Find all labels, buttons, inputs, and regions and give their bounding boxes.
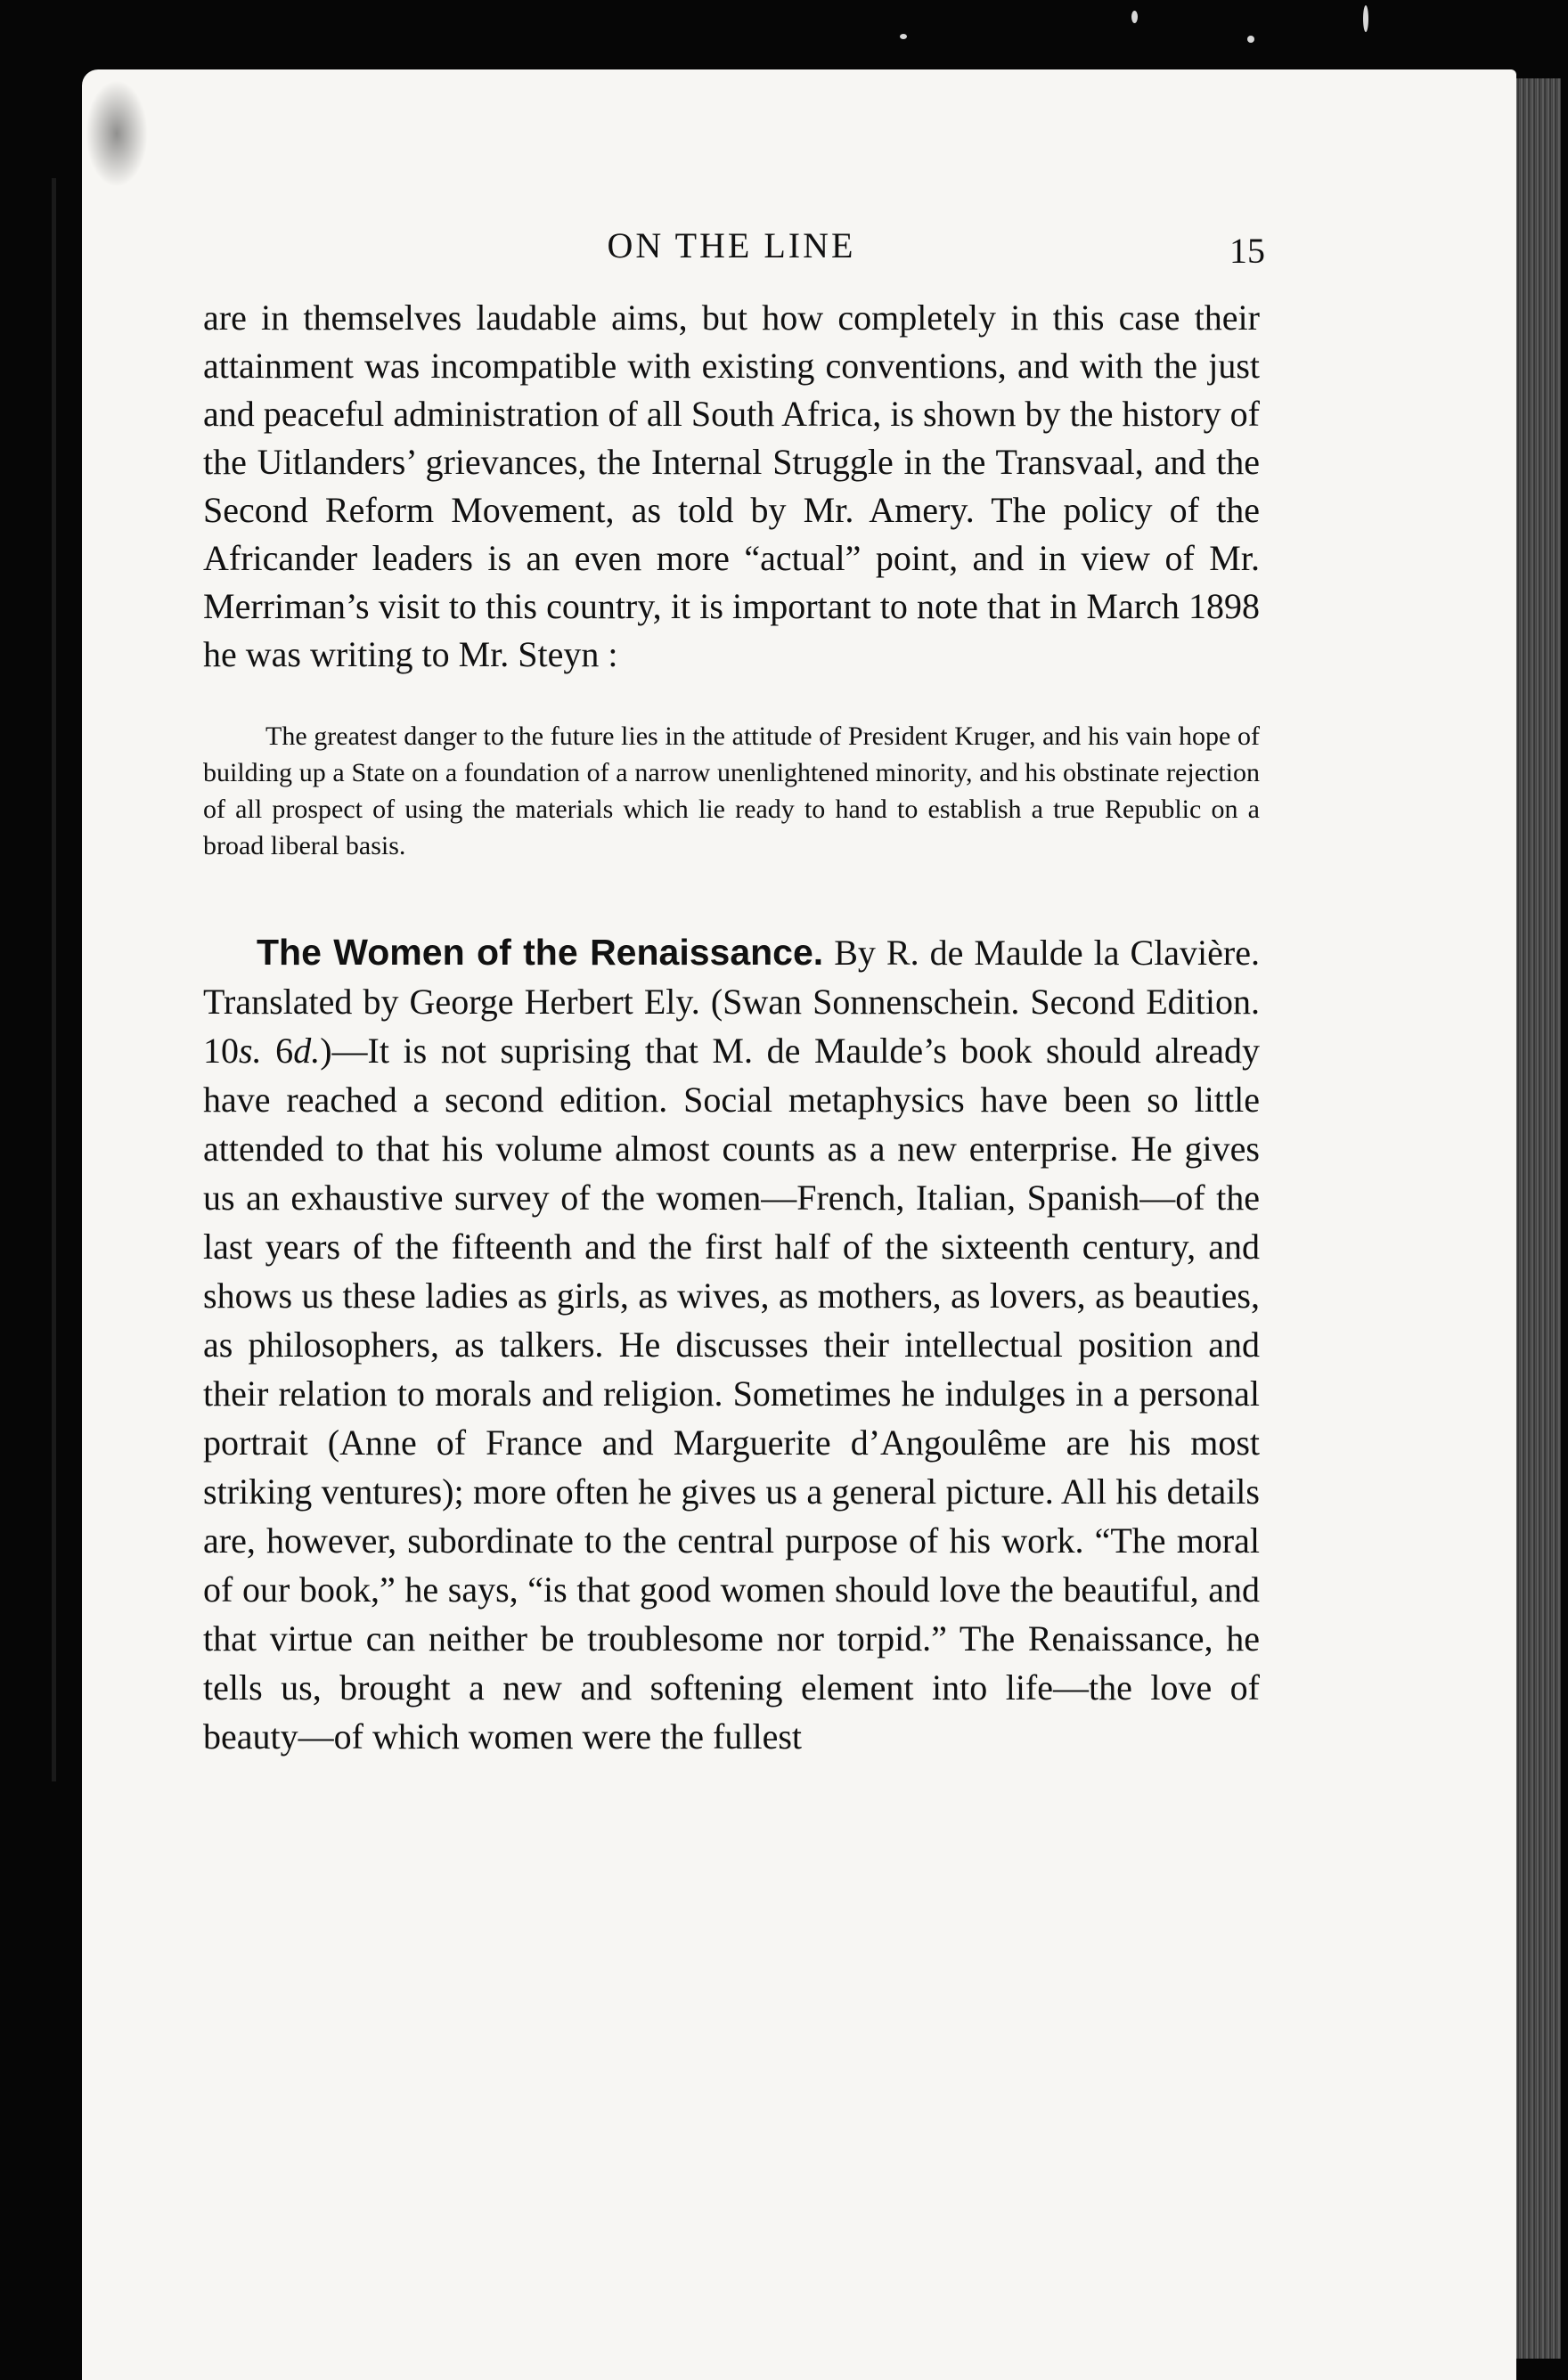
review-text: )—It is not suprising that M. de Maulde’s book should already have reached a second edition. Social metaphysics have been so little attended to that his volume almost counts as a new enterprise. He gives us an exhaustive survey of the women—French, Italian, Spanish—of the last years of the fifteenth and the first half of the sixteenth century, and shows us these ladies as girls, as wives, as mothers, as lovers, as beauties, as philosophers, as talkers. He discusses their intellectual position and their relation to morals and religion. Sometimes he indulges in a personal portrait (Anne of France and Marguerite d’Angoulême are his most striking ventures); more often he gives us a general picture. All his details are, however, subordinate to the central purpose of his work. “The moral of our book,” he says, “is that good women should love the beautiful, and that virtue can neither be troublesome nor torpid.” The Renaissance, he tells us, brought a new and softening element into life—the love of beauty—of which women were the fullest xyxy=(203,1031,1260,1756)
page-number: 15 xyxy=(1229,231,1265,271)
review-citation: By R. de Maulde la Clavière. Translated by George Herbert Ely. (Swan Sonnenschein. Second Edition. xyxy=(203,933,1260,1022)
price-shillings: 10 xyxy=(203,1031,239,1071)
corner-smudge xyxy=(86,80,148,187)
price-d-abbrev: d. xyxy=(293,1031,321,1071)
block-quote: The greatest danger to the future lies in the attitude of President Kruger, and his vain hope of building up a State on a foundation of a narrow unenlightened minority, and his obstinate rejection of all prospect of using the materials which lie ready to hand to establish a true Republic on a broad liberal basis. xyxy=(203,721,1260,860)
review-title: The Women of the Renaissance. xyxy=(257,932,824,973)
review-paragraph xyxy=(203,928,1260,1761)
gutter-shadow xyxy=(52,178,56,1781)
running-head xyxy=(203,221,1265,274)
page-edge xyxy=(1515,78,1561,2359)
price-pence: 6 xyxy=(261,1031,294,1071)
dust-speck xyxy=(1247,36,1254,43)
page-content xyxy=(203,221,1265,1761)
dust-speck xyxy=(1131,11,1138,23)
price-s-abbrev: s. xyxy=(239,1031,262,1071)
dust-speck xyxy=(1363,5,1368,32)
dust-speck xyxy=(900,34,907,39)
running-title: ON THE LINE xyxy=(607,225,856,265)
body-paragraph: are in themselves laudable aims, but how completely in this case their attainment was incompatible with existing conventions, and with the just and peaceful administration of all South Africa, is shown by the history of the Uitlanders’ grievances, the Internal Struggle in the Transvaal, and the Second Reform Movement, as told by Mr. Amery. The policy of the Africander leaders is an even more “actual” point, and in view of Mr. Merriman’s visit to this country, it is important to note that in March 1898 he was writing to Mr. Steyn : xyxy=(203,298,1260,674)
